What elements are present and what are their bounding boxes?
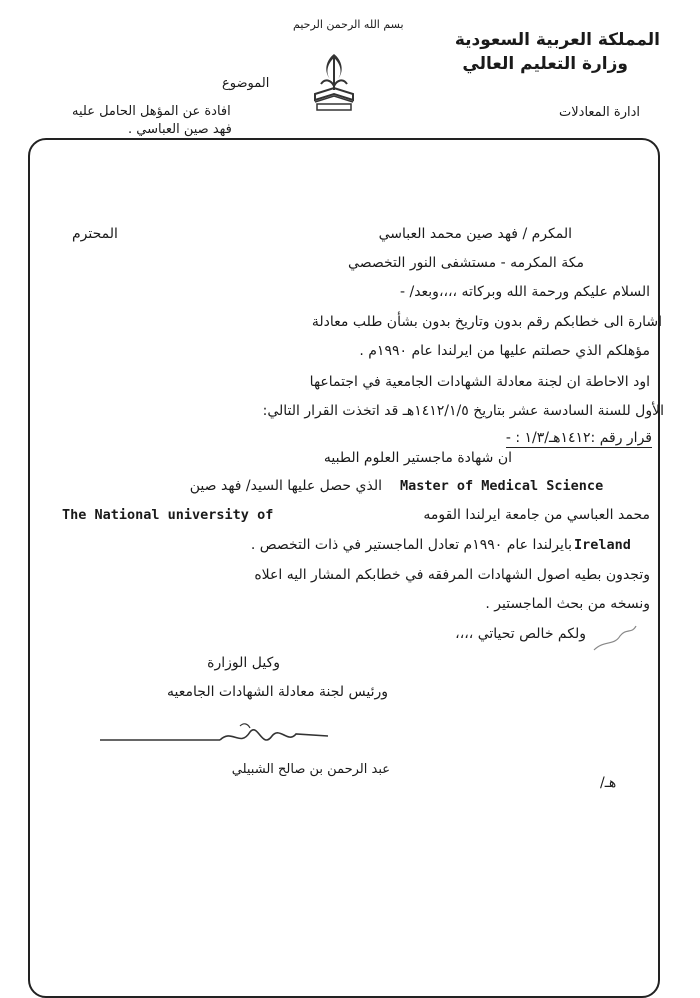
certificate-line3: محمد العباسي من جامعة ايرلندا القومه — [423, 507, 650, 523]
para3-line1: وتجدون بطيه اصول الشهادات المرفقه في خطابكم المشار اليه اعلاه — [254, 567, 650, 583]
handwritten-signature — [100, 718, 330, 758]
subject-line1: افادة عن المؤهل الحامل عليه — [72, 104, 231, 119]
para1-line2: مؤهلكم الذي حصلتم عليها من ايرلندا عام ١٩٩٠م . — [359, 343, 650, 359]
para2-line2: الأول للسنة السادسة عشر بتاريخ ١٤١٢/١/٥هـ قد اتخذت القرار التالي: — [262, 403, 664, 419]
department-label: ادارة المعادلات — [559, 105, 640, 120]
ministry-emblem-icon — [311, 50, 357, 114]
reference-mark: هـ/ — [600, 775, 617, 791]
signatory-committee: ورئيس لجنة معادلة الشهادات الجامعيه — [167, 684, 388, 700]
initial-mark — [590, 620, 640, 656]
signatory-name: عبد الرحمن بن صالح الشبيلي — [231, 762, 390, 777]
certificate-line2: الذي حصل عليها السيد/ فهد صين — [189, 478, 382, 494]
bismillah: بسم الله الرحمن الرحيم — [293, 18, 404, 31]
salutation-name: المكرم / فهد صين محمد العباسي — [378, 226, 572, 242]
ministry-title: وزارة التعليم العالي — [462, 54, 628, 74]
subject-line2: فهد صين العباسي . — [128, 122, 232, 137]
certificate-degree-en: Master of Medical Science — [400, 478, 604, 494]
para1-line1: اشارة الى خطابكم رقم بدون وتاريخ بدون بشأن طلب معادلة — [311, 314, 662, 330]
subject-label: الموضوع — [222, 76, 270, 91]
signatory-title: وكيل الوزارة — [207, 655, 280, 671]
certificate-university-en: The National university of — [62, 507, 274, 523]
decision-number: قرار رقم :١٤١٢هـ/١/٣ : - — [505, 430, 652, 446]
certificate-ireland-en: Ireland — [574, 537, 631, 553]
kingdom-title: المملكة العربية السعودية — [454, 30, 660, 50]
para2-line1: اود الاحاطة ان لجنة معادلة الشهادات الجامعية في اجتماعها — [309, 374, 650, 390]
greeting-line: السلام عليكم ورحمة الله وبركاته ،،،،وبعد/ - — [399, 284, 650, 300]
address-line: مكة المكرمه - مستشفى النور التخصصي — [348, 255, 584, 271]
closing-line: ولكم خالص تحياتي ،،،، — [455, 626, 586, 642]
certificate-line1: ان شهادة ماجستير العلوم الطبيه — [323, 450, 512, 466]
certificate-line4: بايرلندا عام ١٩٩٠م تعادل الماجستير في ذات التخصص . — [250, 537, 572, 553]
salutation-honorific: المحترم — [72, 226, 118, 242]
para3-line2: ونسخه من بحث الماجستير . — [485, 596, 650, 612]
